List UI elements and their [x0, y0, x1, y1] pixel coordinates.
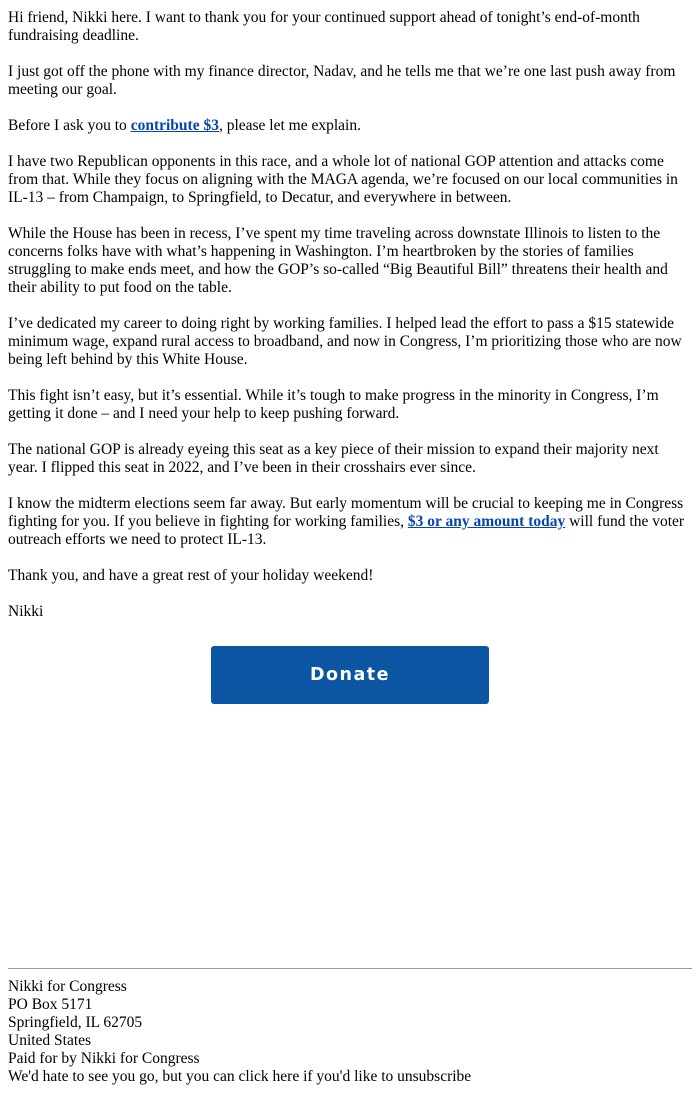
- footer-country: United States: [8, 1032, 92, 1049]
- paragraph-text: I just got off the phone with my finance director, Nadav, and he tells me that we’re one last push away from meeting our goal.: [8, 63, 676, 98]
- paragraph-text: , please let me explain.: [218, 117, 361, 134]
- footer-po-box: PO Box 5171: [8, 996, 93, 1013]
- paragraph: [8, 117, 692, 135]
- paragraph-text: The national GOP is already eyeing this seat as a key piece of their mission to expand their majority next year. I flipped this seat in 2022, and I’ve been in their crosshairs ever since.: [8, 441, 659, 476]
- paragraph: [8, 225, 692, 297]
- footer-org: Nikki for Congress: [8, 978, 127, 995]
- paragraph-text: Before I ask you to: [8, 117, 131, 134]
- paragraph: [8, 441, 692, 477]
- paragraph-text: Hi friend, Nikki here. I want to thank you for your continued support ahead of tonight’s end-of-month fundraising deadline.: [8, 9, 640, 44]
- donate-link[interactable]: $3 or any amount today: [407, 513, 566, 530]
- paragraph-text: This fight isn’t easy, but it’s essential. While it’s tough to make progress in the minority in Congress, I’m getting it done – and I need your help to keep pushing forward.: [8, 387, 659, 422]
- paragraph: [8, 63, 692, 99]
- paragraph-text: While the House has been in recess, I’ve spent my time traveling across downstate Illinois to listen to the concerns folks have with what’s happening in Washington. I’m heartbroken by the stories of families struggling to make ends meet, and how the GOP’s so-called “Big Beautiful Bill” threatens their health and their ability to put food on the table.: [8, 225, 668, 296]
- footer-divider: [8, 968, 692, 969]
- footer-unsubscribe[interactable]: We'd hate to see you go, but you can click here if you'd like to unsubscribe: [8, 1068, 472, 1085]
- paragraph-text: will fund the voter outreach efforts we need to protect IL-13.: [8, 513, 685, 548]
- donate-link[interactable]: contribute $3: [130, 117, 219, 134]
- paragraph: [8, 9, 692, 45]
- paragraph-text: I know the midterm elections seem far away. But early momentum will be crucial to keeping me in Congress fighting for you. If you believe in fighting for working families,: [8, 495, 684, 530]
- signature: Nikki: [8, 603, 44, 620]
- footer-paid-for: Paid for by Nikki for Congress: [8, 1050, 200, 1067]
- footer: [8, 978, 692, 1086]
- paragraph-text: I’ve dedicated my career to doing right by working families. I helped lead the effort to pass a $15 statewide minimum wage, expand rural access to broadband, and now in Congress, I’m prioritizing those who are now being left behind by this White House.: [8, 315, 682, 368]
- paragraph-text: I have two Republican opponents in this race, and a whole lot of national GOP attention and attacks come from that. While they focus on aligning with the MAGA agenda, we’re focused on our local communities in IL-13 – from Champaign, to Springfield, to Decatur, and everywhere in between.: [8, 153, 678, 206]
- footer-city-line: Springfield, IL 62705: [8, 1014, 143, 1031]
- paragraph-text: Thank you, and have a great rest of your holiday weekend!: [8, 567, 374, 584]
- message-paragraphs: [8, 9, 692, 585]
- paragraph: [8, 567, 692, 585]
- paragraph: [8, 387, 692, 423]
- paragraph: [8, 315, 692, 369]
- donate-button-container: [8, 646, 692, 704]
- donate-button[interactable]: Donate: [211, 646, 489, 704]
- paragraph: [8, 495, 692, 549]
- paragraph: [8, 153, 692, 207]
